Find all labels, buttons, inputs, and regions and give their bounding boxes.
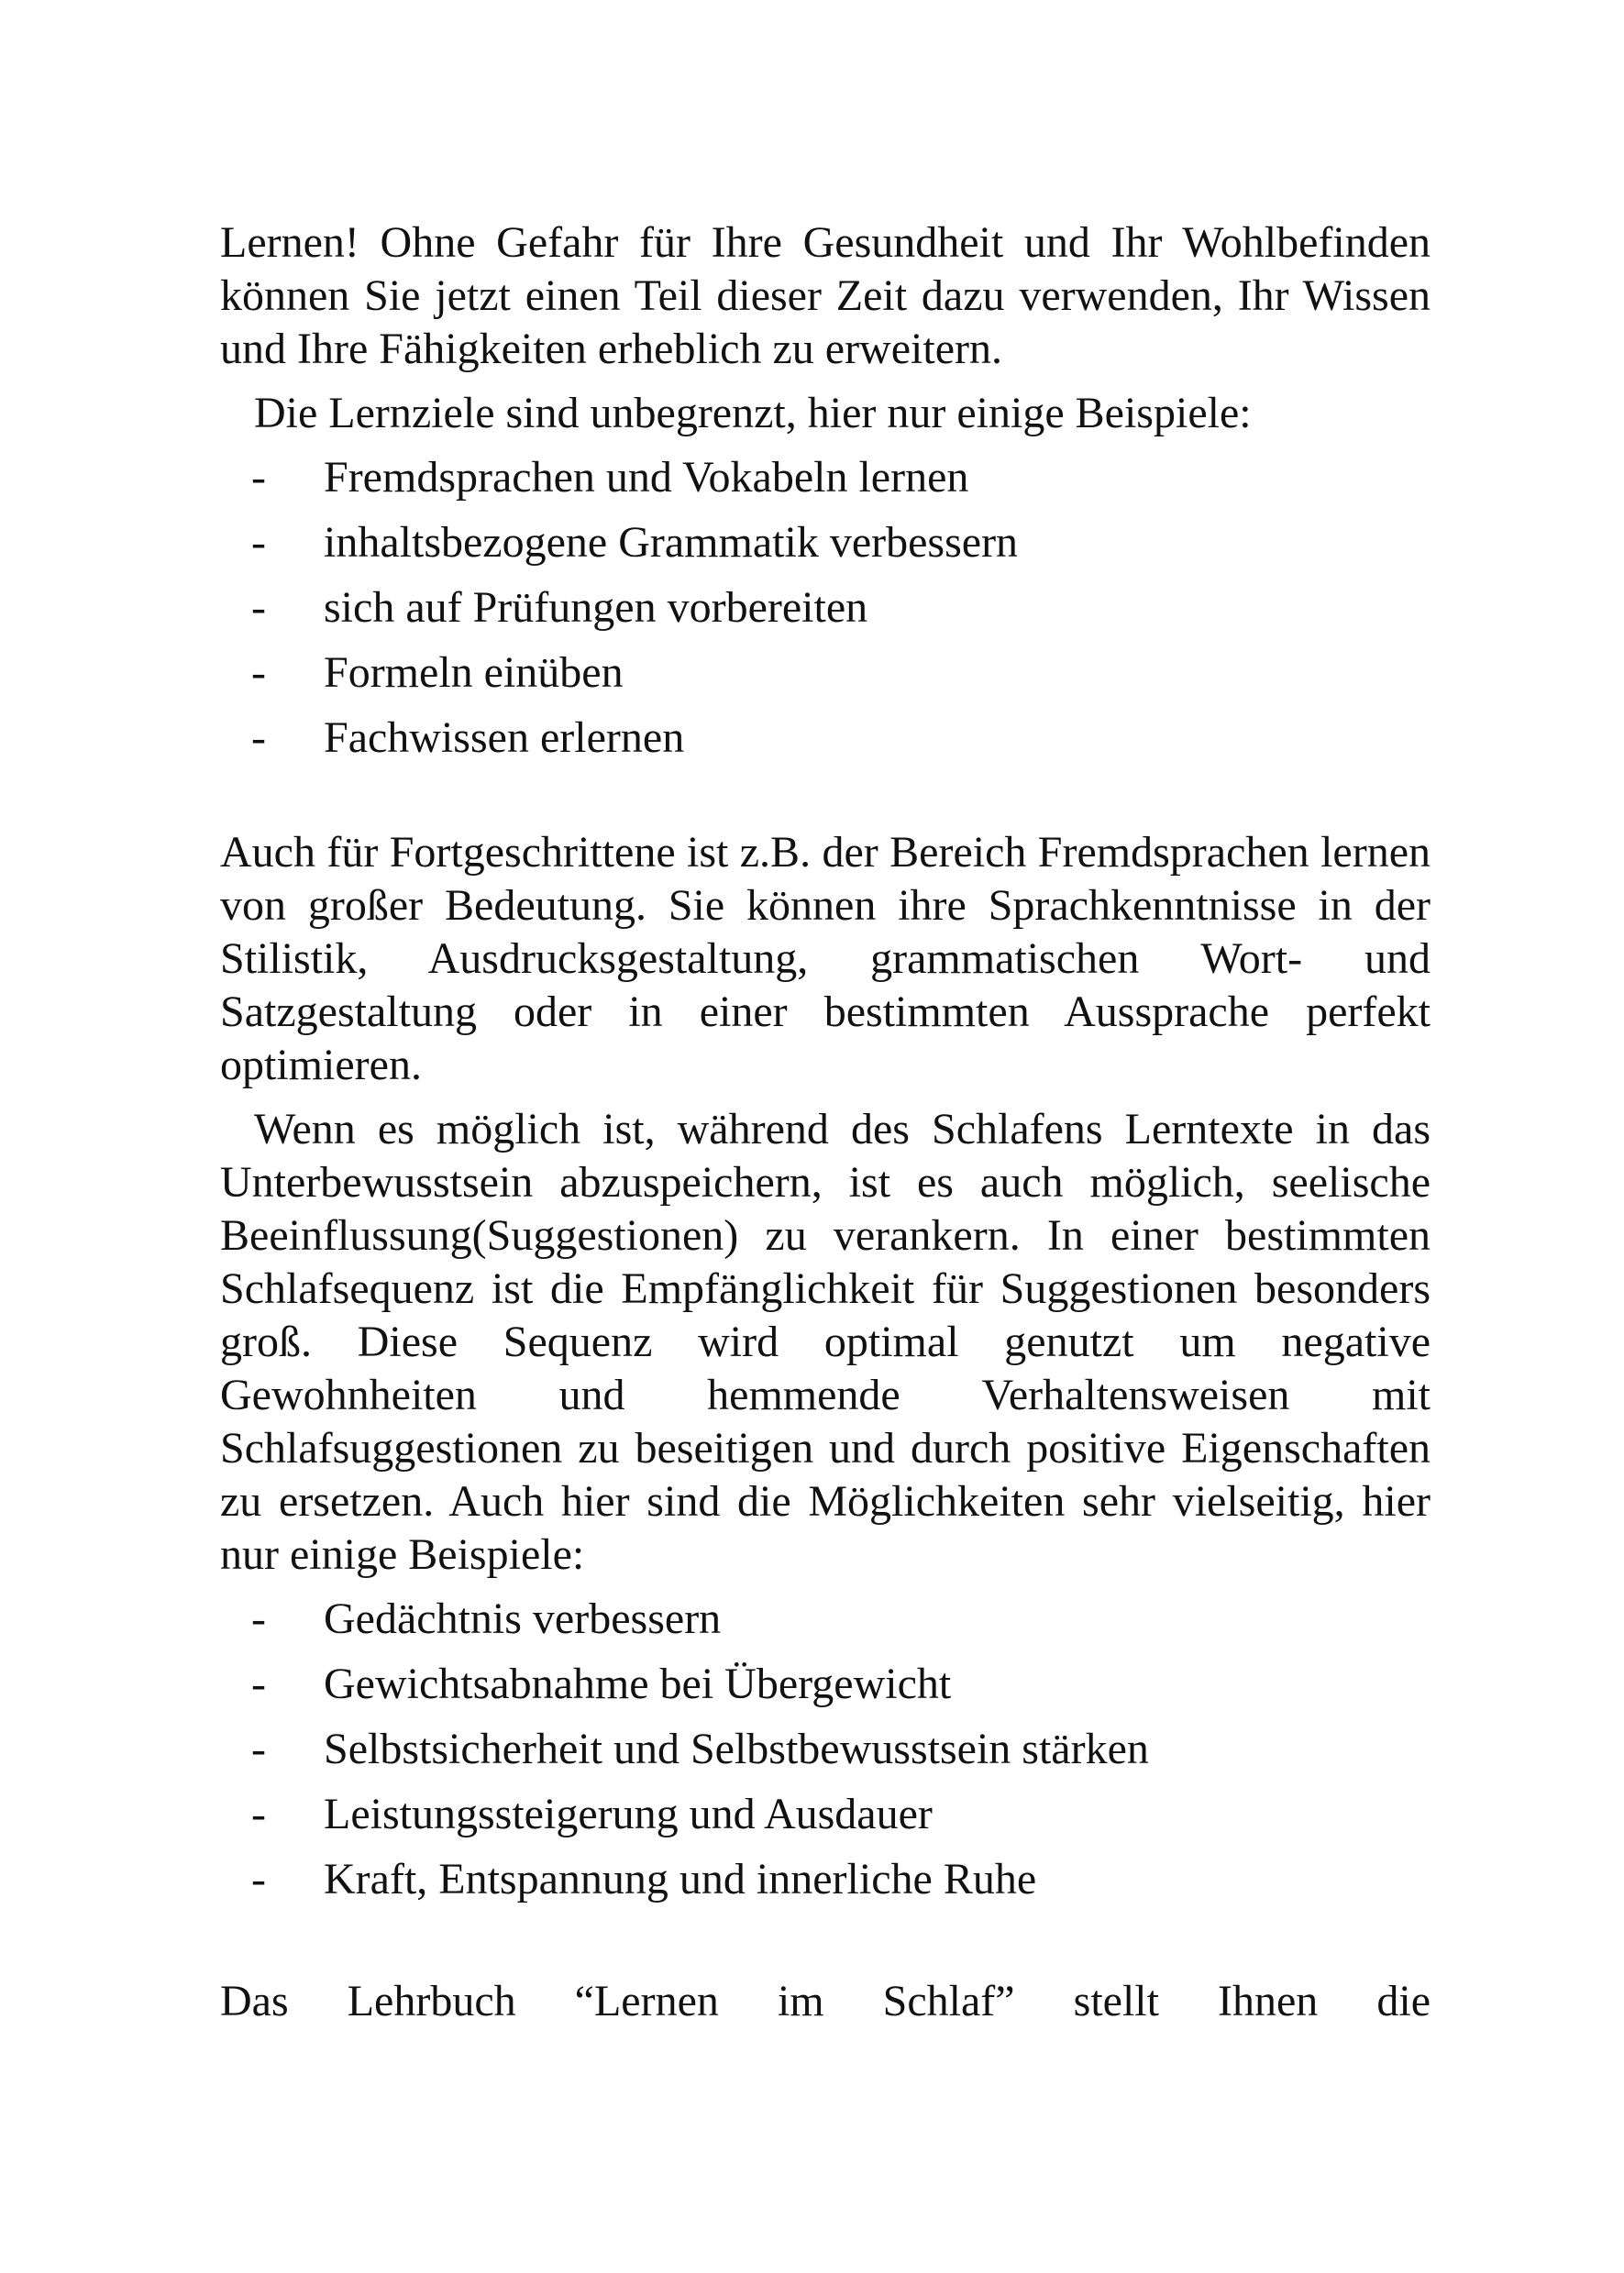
paragraph-suggestions: Wenn es möglich ist, während des Schlafens Lerntexte in das Unterbewusstsein abzuspeichern, ist es auch möglich, seelische Beeinflussung(Suggestionen) zu verankern. In einer bestimmten Schlafsequenz ist die Empfänglichkeit für Suggestionen besonders groß. Diese Sequenz wird optimal genutzt um negative Gewohnheiten und hemmende Verhaltensweisen mit Schlafsuggestionen zu beseitigen und durch positive Eigenschaften zu ersetzen. Auch hier sind die Möglichkeiten sehr vielseitig, hier nur einige Beispiele: — [220, 1105, 1431, 1579]
spacer — [220, 1918, 1431, 1968]
list-item-text: Selbstsicherheit und Selbstbewusstsein stärken — [324, 1725, 1149, 1773]
paragraph-advanced: Auch für Fortgeschrittene ist z.B. der Bereich Fremdsprachen lernen von großer Bedeutung. Sie können ihre Sprachkenntnisse in der Stilistik, Ausdrucksgestaltung, grammatischen Wort- und Satzgestaltung oder in einer bestimmten Aussprache perfekt optimieren. — [220, 828, 1431, 1089]
word: Ihnen — [1218, 1977, 1319, 2025]
list-dash: - — [251, 1725, 266, 1773]
list-item-text: Gedächtnis verbessern — [324, 1594, 722, 1643]
word: “Lernen — [574, 1977, 719, 2025]
list-item — [220, 451, 1431, 504]
list-dash: - — [251, 1790, 266, 1838]
word: stellt — [1073, 1977, 1159, 2025]
word: Das — [220, 1977, 289, 2025]
list-item-text: Leistungssteigerung und Ausdauer — [324, 1790, 933, 1838]
paragraph-textbook-start — [220, 1975, 1431, 2028]
list-dash: - — [251, 1855, 266, 1903]
list-item — [220, 1723, 1431, 1776]
word: im — [777, 1977, 824, 2025]
learning-goals-list — [220, 451, 1431, 765]
list-item-text: Formeln einüben — [324, 648, 624, 697]
list-dash: - — [251, 453, 266, 502]
list-item — [220, 516, 1431, 569]
word: Schlaf” — [882, 1977, 1015, 2025]
list-item — [220, 712, 1431, 765]
list-item-text: Kraft, Entspannung und innerliche Ruhe — [324, 1855, 1037, 1903]
list-item — [220, 646, 1431, 700]
list-dash: - — [251, 583, 266, 632]
list-item-text: inhaltsbezogene Grammatik verbessern — [324, 518, 1019, 567]
paragraph-learning-goals: Die Lernziele sind unbegrenzt, hier nur einige Beispiele: — [254, 389, 1252, 437]
list-item-text: sich auf Prüfungen vorbereiten — [324, 583, 868, 632]
word: die — [1376, 1977, 1431, 2025]
list-dash: - — [251, 518, 266, 567]
list-dash: - — [251, 1594, 266, 1643]
list-item — [220, 1788, 1431, 1841]
list-item — [220, 1658, 1431, 1711]
word: Lehrbuch — [347, 1977, 516, 2025]
spacer — [220, 777, 1431, 826]
list-item — [220, 1853, 1431, 1906]
list-dash: - — [251, 1660, 266, 1708]
paragraph-intro: Lernen! Ohne Gefahr für Ihre Gesundheit und Ihr Wohlbefinden können Sie jetzt einen Teil dieser Zeit dazu verwenden, Ihr Wissen und Ihre Fähigkeiten erheblich zu erweitern. — [220, 218, 1431, 373]
list-item-text: Fachwissen erlernen — [324, 713, 685, 762]
list-dash: - — [251, 648, 266, 697]
list-item — [220, 581, 1431, 634]
list-item-text: Gewichtsabnahme bei Übergewicht — [324, 1660, 952, 1708]
list-item — [220, 1593, 1431, 1646]
list-dash: - — [251, 713, 266, 762]
list-item-text: Fremdsprachen und Vokabeln lernen — [324, 453, 969, 502]
suggestion-examples-list — [220, 1593, 1431, 1906]
document-page — [220, 216, 1431, 2028]
